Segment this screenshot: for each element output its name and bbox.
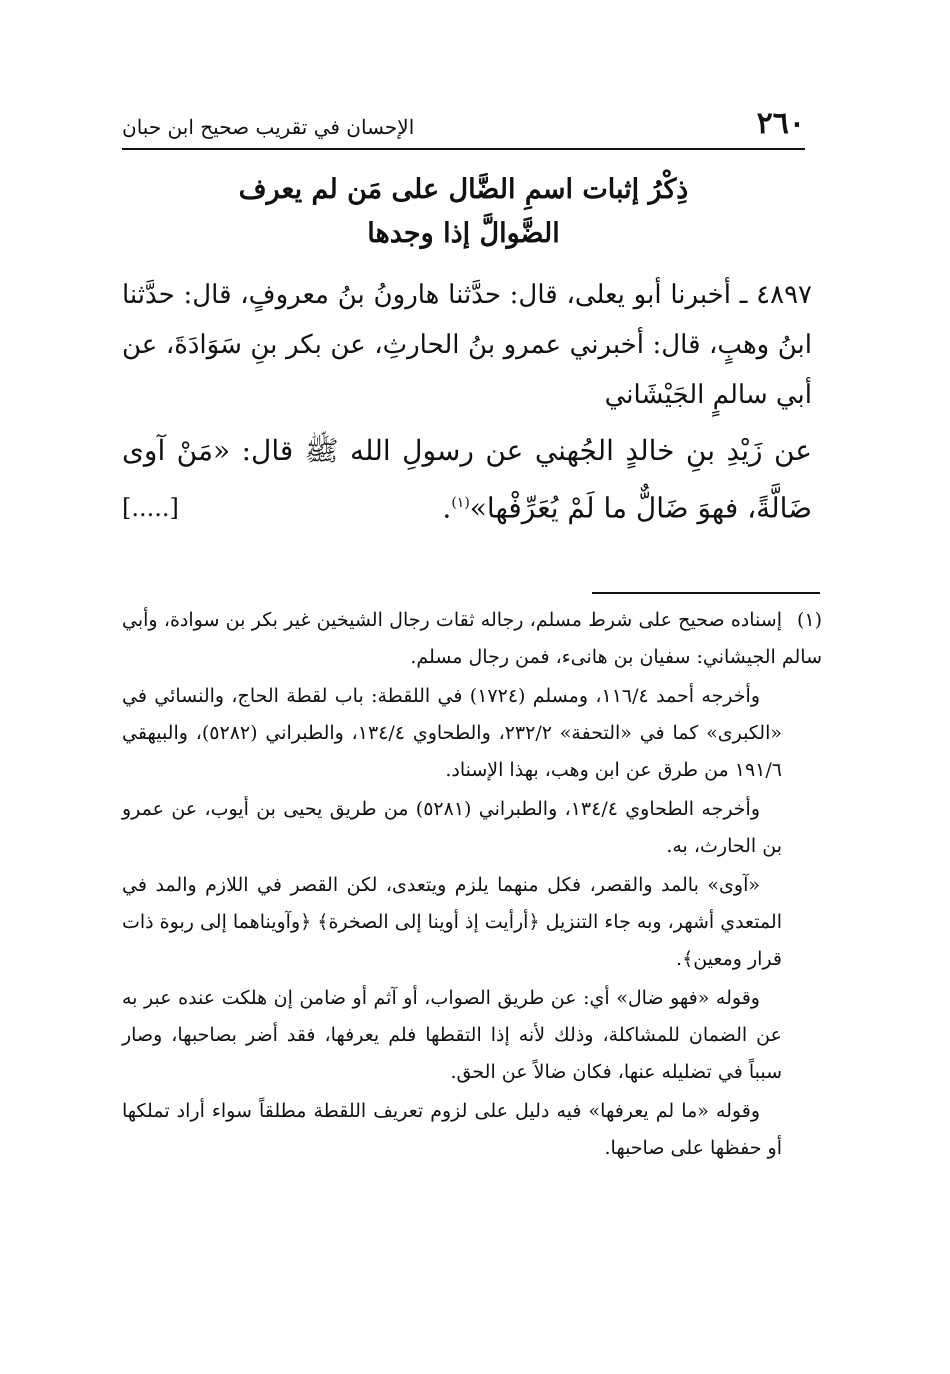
page-number: ٢٦٠ [756,106,805,141]
footnote-paragraph-1 [122,602,822,676]
footnote-number: (١) [796,609,822,631]
chapter-title [122,168,805,256]
hadith-matn [122,425,812,534]
footnote-paragraph-6: وقوله «ما لم يعرفها» فيه دليل على لزوم تعريف اللقطة مطلقاً سواء أراد تملكها أو حفظها على صاحبها. [122,1100,782,1159]
footnote-reference: (١) [451,495,470,511]
hadith-matn-end: . [442,491,452,525]
footnotes [122,602,822,1169]
page-header [122,96,805,150]
footnote-paragraph-3: وأخرجه الطحاوي ١٣٤/٤، والطبراني (٥٢٨١) من طريق يحيى بن أيوب، عن عمرو بن الحارث، به. [122,798,782,857]
running-title: الإحسان في تقريب صحيح ابن حبان [122,115,415,139]
chapter-title-line-2: الضَّوالَّ إذا وجدها [367,218,560,249]
omission-marker: [.....] [122,494,179,523]
chapter-title-line-1: ذِكْرُ إثبات اسمِ الضَّال على مَن لم يعرف [238,174,689,205]
footnote-paragraph-5: وقوله «فهو ضال» أي: عن طريق الصواب، أو آثم أو ضامن إن هلكت عنده عبر به عن الضمان للمشاكلة، وذلك لأنه إذا التقطها فلم يعرفها، فقد أضر بصاحبها، وصار سبباً في تضليله عنها، فكان ضالاً عن الحق. [122,987,782,1083]
footnote-separator [592,592,820,594]
footnote-text-1: إسناده صحيح على شرط مسلم، رجاله ثقات رجال الشيخين غير بكر بن سوادة، وأبي سالم الجيشاني: سفيان بن هانىء، فمن رجال مسلم. [122,609,822,668]
footnote-paragraph-2: وأخرجه أحمد ١١٦/٤، ومسلم (١٧٢٤) في اللقطة: باب لقطة الحاج، والنسائي في «الكبرى» كما في «التحفة» ٢٣٢/٢، والطحاوي ١٣٤/٤، والطبراني (٥٢٨٢)، والبيهقي ١٩١/٦ من طرق عن ابن وهب، بهذا الإسناد. [122,685,782,781]
hadith-isnad: ٤٨٩٧ ـ أخبرنا أبو يعلى، قال: حدَّثنا هارونُ بنُ معروفٍ، قال: حدَّثنا ابنُ وهبٍ، قال: أخبرني عمرو بنُ الحارثِ، عن بكر بنِ سَوَادَةَ، عن أبي سالمٍ الجَيْشَاني [122,280,812,410]
hadith-matn-text: عن زَيْدِ بنِ خالدٍ الجُهني عن رسولِ الله ﷺ قال: «مَنْ آوى ضَالَّةً، فهوَ ضَالٌّ ما لَمْ يُعَرِّفْها» [122,434,812,525]
footnote-paragraph-4: «آوى» بالمد والقصر، فكل منهما يلزم ويتعدى، لكن القصر في اللازم والمد في المتعدي أشهر، وبه جاء التنزيل ﴿أرأيت إذ أوينا إلى الصخرة﴾ ﴿وآويناهما إلى ربوة ذات قرار ومعين﴾. [122,874,782,970]
